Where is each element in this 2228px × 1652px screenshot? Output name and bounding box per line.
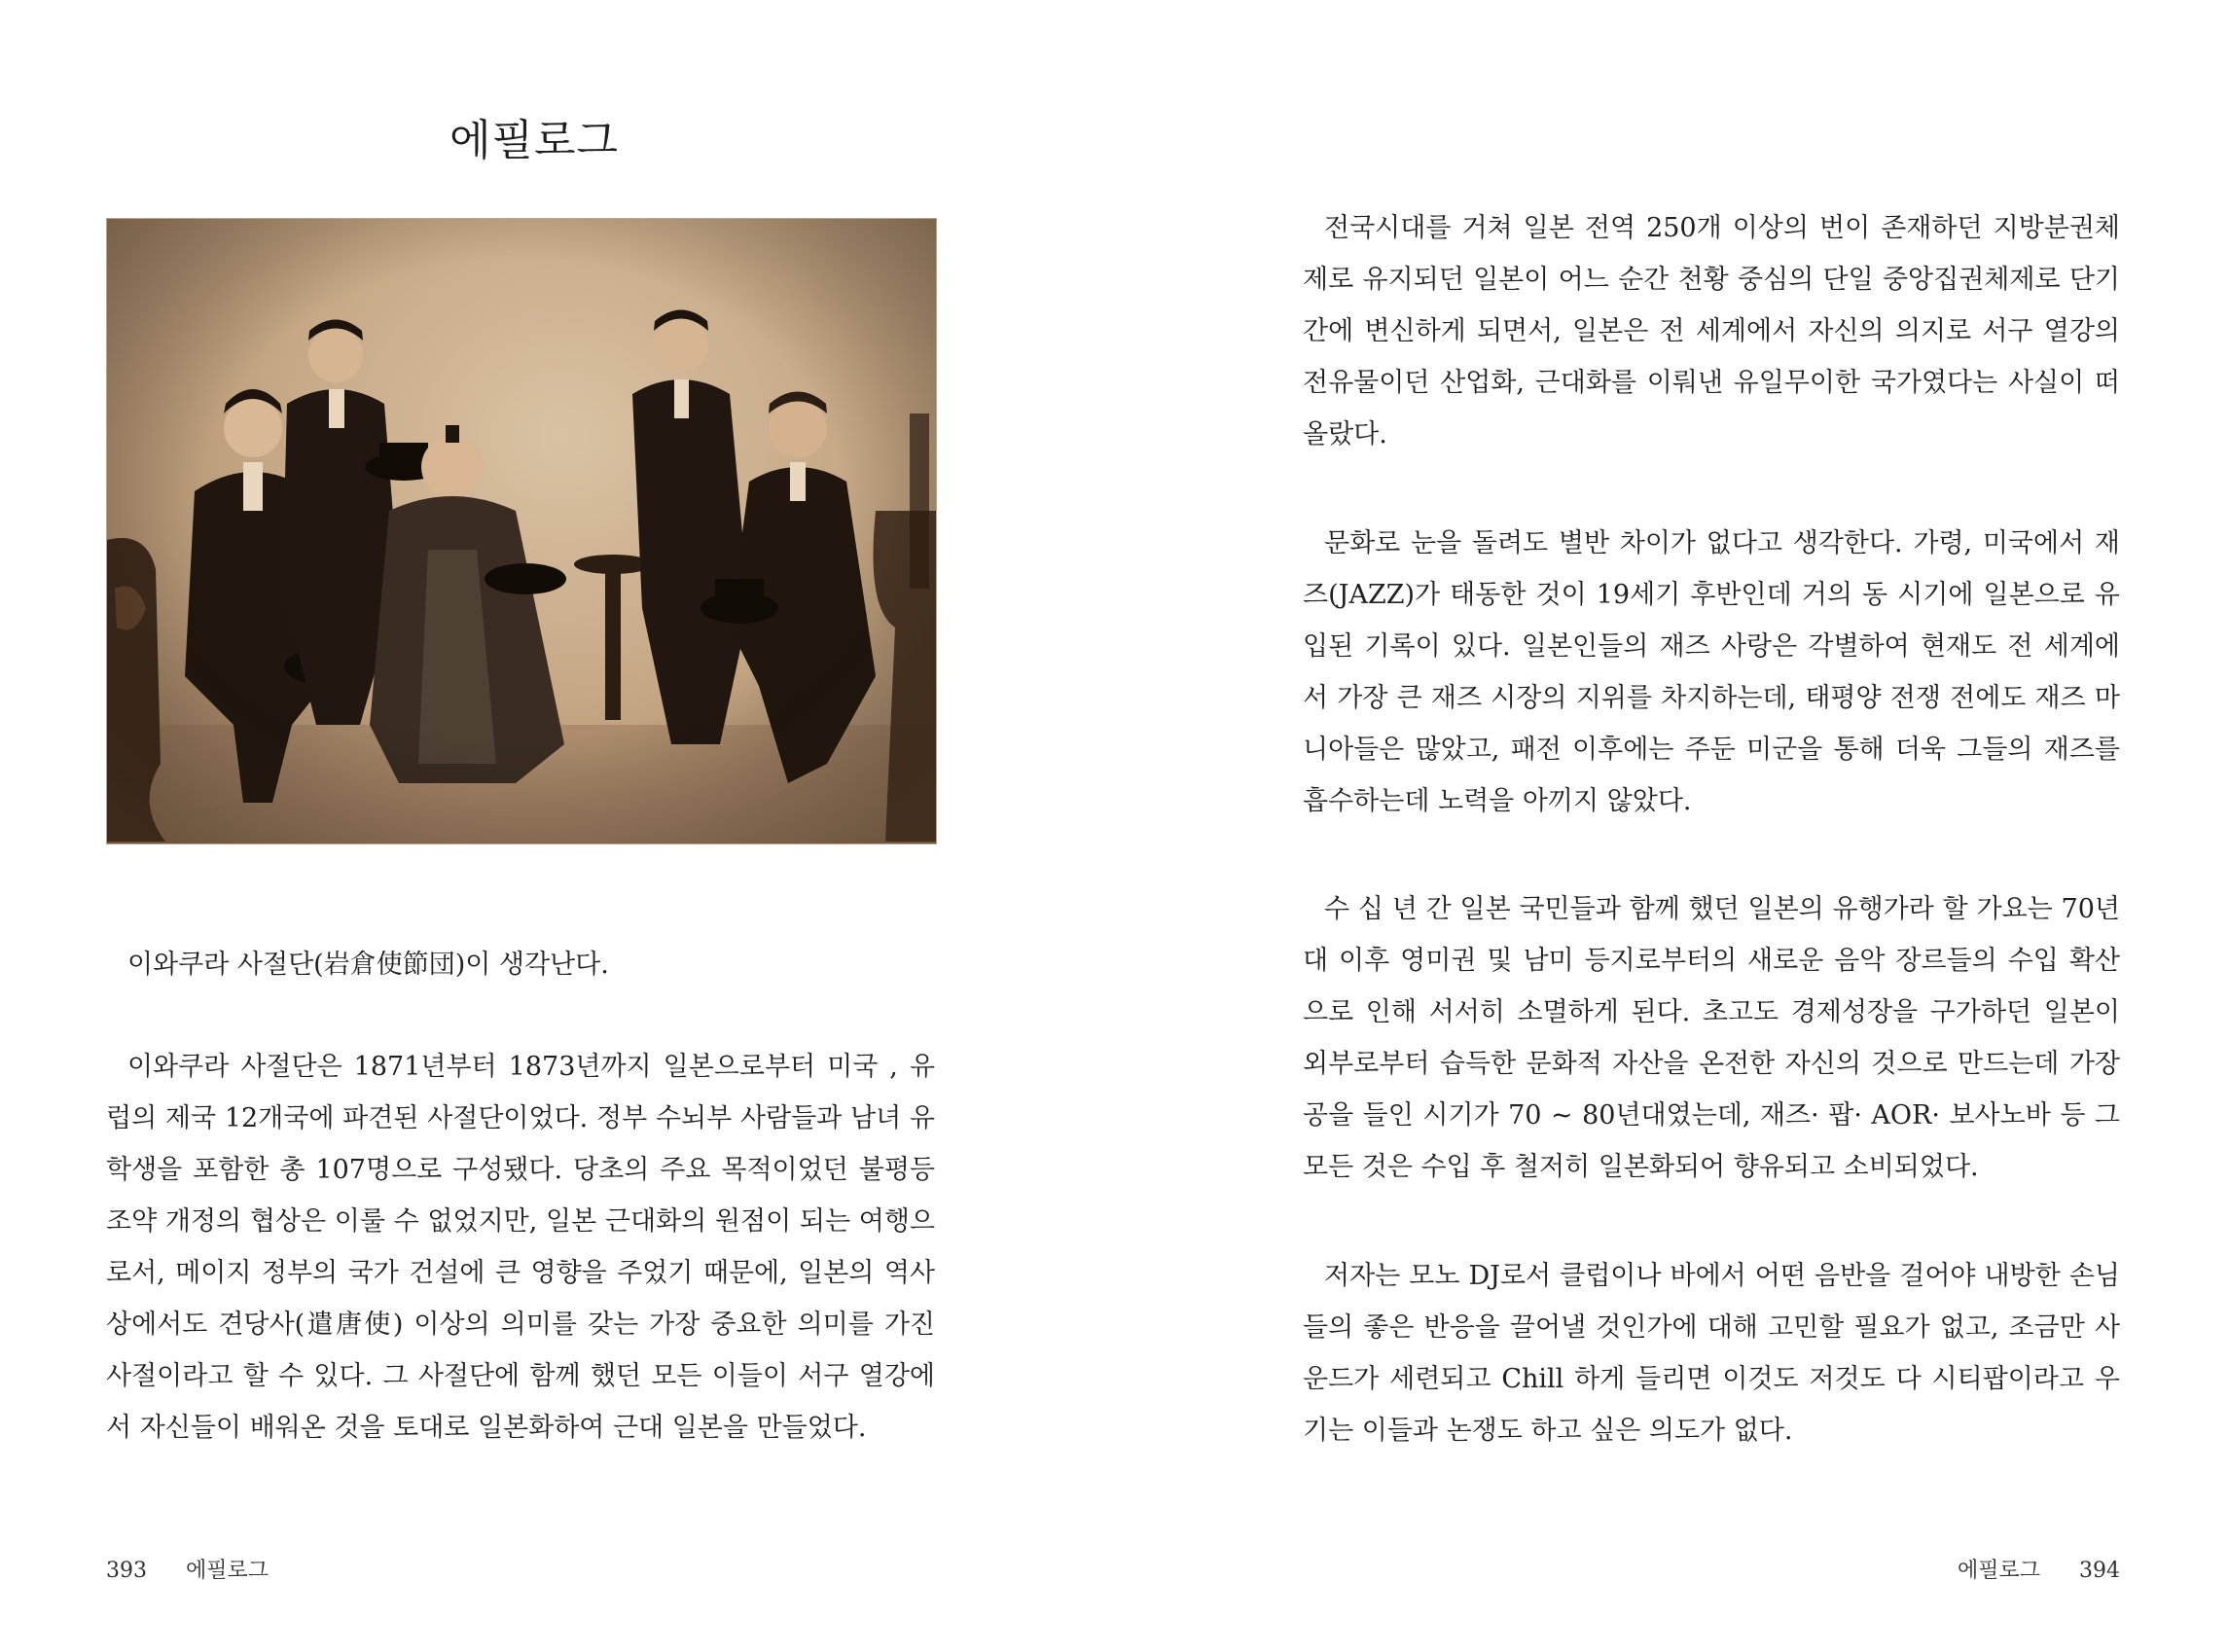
chapter-title: 에필로그 [449,116,620,165]
paragraph-2: 문화로 눈을 돌려도 별반 차이가 없다고 생각한다. 가령, 미국에서 재즈(JAZZ)가 태동한 것이 19세기 후반인데 거의 동 시기에 일본으로 유입된 기록이 있다. 일본인들의 재즈 사랑은 각별하여 현재도 전 세계에서 가장 큰 재즈 시장의 지위를 차지하는데, 태평양 전쟁 전에도 재즈 마니아들은 많았고, 패전 이후에는 주둔 미군을 통해 더욱 그들의 재즈를 흡수하는데 노력을 아끼지 않았다. [1303,528,2120,816]
historical-photo [106,218,937,844]
right-page [1114,0,2228,1652]
page-number: 394 [2079,1559,2120,1583]
paragraph-4: 저자는 모노 DJ로서 클럽이나 바에서 어떤 음반을 걸어야 내방한 손님들의 좋은 반응을 끌어낼 것인가에 대해 고민할 필요가 없고, 조금만 사운드가 세련되고 Chill 하게 들리면 이것도 저것도 다 시티팝이라고 우기는 이들과 논쟁도 하고 싶은 의도가 없다. [1303,1261,2120,1446]
folio-right [1958,1554,2120,1584]
paragraph-iwakura: 이와쿠라 사절단은 1871년부터 1873년까지 일본으로부터 미국 , 유럽의 제국 12개국에 파견된 사절단이었다. 정부 수뇌부 사람들과 남녀 유학생을 포함한 총 107명으로 구성됐다. 당초의 주요 목적이었던 불평등 조약 개정의 협상은 이룰 수 없었지만, 일본 근대화의 원점이 되는 여행으로서, 메이지 정부의 국가 건설에 큰 영향을 주었기 때문에, 일본의 역사상에서도 견당사(遣唐使) 이상의 의미를 갖는 가장 중요한 의미를 가진 사절이라고 할 수 있다. 그 사절단에 함께 했던 모든 이들이 서구 열강에서 자신들이 배워온 것을 토대로 일본화하여 근대 일본을 만들었다. [106,1052,935,1443]
folio-left [106,1554,269,1584]
photo-illustration [107,219,936,844]
running-header: 에필로그 [186,1559,270,1583]
paragraph-intro: 이와쿠라 사절단(岩倉使節団)이 생각난다. [127,950,609,980]
paragraph-1: 전국시대를 거쳐 일본 전역 250개 이상의 번이 존재하던 지방분권체제로 유지되던 일본이 어느 순간 천황 중심의 단일 중앙집권체제로 단기간에 변신하게 되면서, 일본은 전 세계에서 자신의 의지로 서구 열강의 전유물이던 산업화, 근대화를 이뤄낸 유일무이한 국가였다는 사실이 떠올랐다. [1303,213,2120,449]
running-header: 에필로그 [1957,1559,2040,1583]
page-number: 393 [106,1559,147,1583]
paragraph-3: 수 십 년 간 일본 국민들과 함께 했던 일본의 유행가라 할 가요는 70년대 이후 영미권 및 남미 등지로부터의 새로운 음악 장르들의 수입 확산으로 인해 서서히 소멸하게 된다. 초고도 경제성장을 구가하던 일본이 외부로부터 습득한 문화적 자산을 온전한 자신의 것으로 만드는데 가장 공을 들인 시기가 70 ~ 80년대였는데, 재즈· 팝· AOR· 보사노바 등 그 모든 것은 수입 후 철저히 일본화되어 향유되고 소비되었다. [1303,894,2120,1182]
